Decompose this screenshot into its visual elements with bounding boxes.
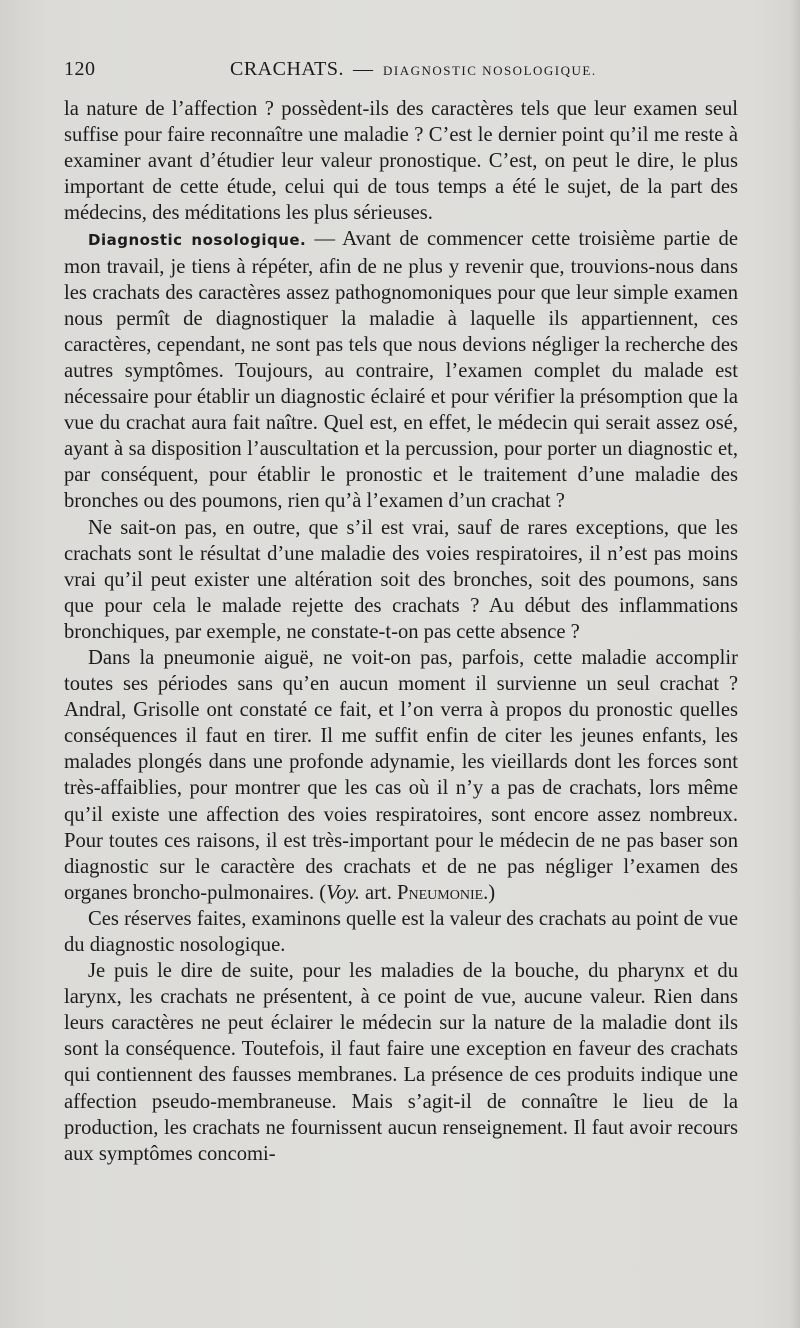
page-edge-shadow	[790, 0, 800, 1328]
paragraph-2	[64, 226, 738, 514]
running-header	[64, 58, 736, 92]
header-title: CRACHATS.	[230, 58, 344, 80]
section-heading-diagnostic-nosologique: Diagnostic nosologique.	[88, 231, 307, 250]
header-subtitle: DIAGNOSTIC NOSOLOGIQUE.	[382, 63, 597, 78]
page-number: 120	[64, 58, 96, 80]
paragraph-3: Ne sait-on pas, en outre, que s’il est vrai, sauf de rares exceptions, que les crachats sont le résultat d’une maladie des voies respiratoires, il n’est pas moins vrai qu’il peut exister une altération soit des bronches, soit des poumons, sans que pour cela le malade rejette des crachats ? Au début des inflammations bronchiques, par exemple, ne constate-t-on pas cette absence ?	[64, 516, 738, 643]
paragraph-4-text: Dans la pneumonie aiguë, ne voit-on pas, parfois, cette maladie accomplir toutes ses périodes sans qu’en aucun moment il survienne un seul crachat ? Andral, Grisolle ont constaté ce fait, et l’on verra à propos du pronostic quelles conséquences il faut en tirer. Il me suffit enfin de citer les jeunes enfants, les malades plongés dans une profonde adynamie, les vieillards dont les forces sont très-affaiblies, pour montrer que les cas où il n’y a pas de crachats, lors même qu’il existe une affection des voies respiratoires, sont encore assez nombreux. Pour toutes ces raisons, il est très-important pour le médecin de ne pas baser son diagnostic sur le caractère des crachats et de ne pas négliger l’examen des organes broncho-pulmonaires. (	[64, 646, 738, 904]
reference-close: .)	[483, 881, 496, 904]
body-text	[64, 96, 738, 1167]
reference-pneumonie: Pneumonie	[397, 881, 484, 904]
paragraph-4	[64, 645, 738, 906]
reference-voy: Voy.	[326, 881, 360, 904]
header-dash: —	[352, 58, 374, 80]
paragraph-2-text: — Avant de commencer cette troisième partie de mon travail, je tiens à répéter, afin de ne plus y revenir que, trouvions-nous dans les crachats des caractères assez pathognomoniques pour que leur simple examen nous permît de diagnostiquer la maladie à laquelle ils appartiennent, ces caractères, cependant, ne sont pas tels que nous devions négliger la recherche des autres symptômes. Toujours, au contraire, l’examen complet du malade est nécessaire pour établir un diagnostic éclairé et pour vérifier la présomption que la vue du crachat aura fait naître. Quel est, en effet, le médecin qui serait assez osé, ayant à sa disposition l’auscultation et la percussion, pour porter un diagnostic et, par conséquent, pour établir le pronostic et le traitement d’une maladie des bronches ou des poumons, rien qu’à l’examen d’un crachat ?	[64, 228, 738, 513]
paragraph-5: Ces réserves faites, examinons quelle est la valeur des crachats au point de vue du diagnostic nosologique.	[64, 907, 738, 956]
paragraph-6: Je puis le dire de suite, pour les maladies de la bouche, du pharynx et du larynx, les crachats ne présentent, à ce point de vue, aucune valeur. Rien dans leurs caractères ne peut éclairer le médecin sur la nature de la maladie dont ils sont la conséquence. Toutefois, il faut faire une exception en faveur des crachats qui contiennent des fausses membranes. La présence de ces produits indique une affection pseudo-membraneuse. Mais s’agit-il de connaître le lieu de la production, les crachats ne fournissent aucun renseignement. Il faut avoir recours aux symptômes concomi-	[64, 960, 738, 1165]
reference-art: art.	[359, 881, 398, 904]
paragraph-1: la nature de l’affection ? possèdent-ils des caractères tels que leur examen seul suffise pour faire reconnaître une maladie ? C’est le dernier point qu’il me reste à examiner avant d’étudier leur valeur pronostique. C’est, on peut le dire, le plus important de cette étude, celui qui de tous temps a été le sujet, de la part des médecins, des méditations les plus sérieuses.	[64, 98, 738, 225]
running-title	[230, 58, 597, 81]
